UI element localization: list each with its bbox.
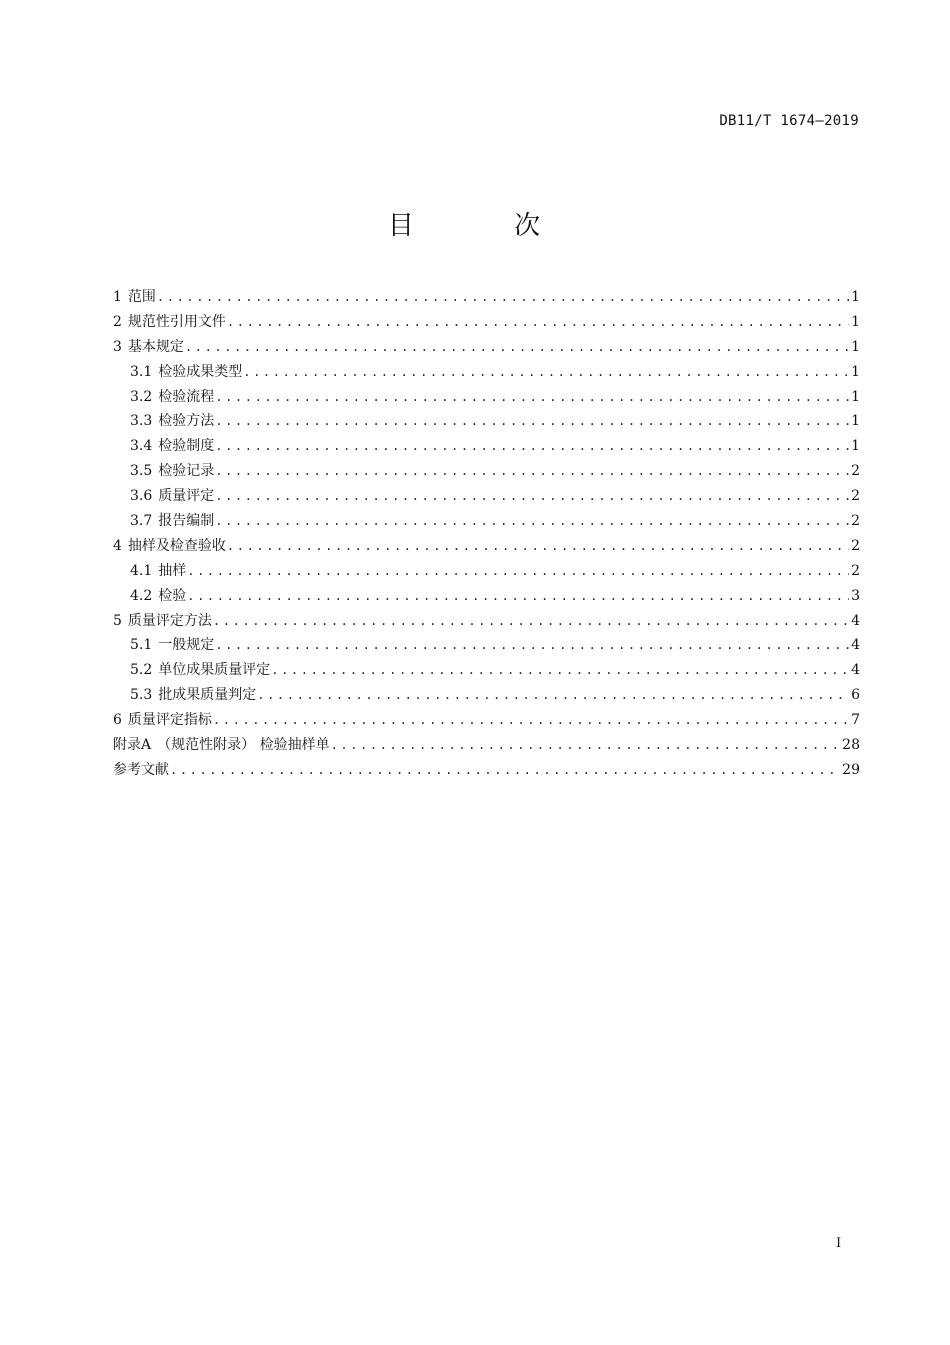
toc-entry-number: 3.3 — [130, 413, 153, 430]
toc-leader-dots — [243, 360, 849, 385]
toc-entry-title: 报告编制 — [158, 513, 215, 530]
toc-entry-page: 2 — [851, 488, 860, 505]
toc-entry-label — [113, 335, 184, 360]
toc-entry-label — [130, 409, 214, 434]
toc-entry-title: 检验方法 — [158, 413, 215, 430]
toc-entry-number: 1 — [113, 289, 122, 305]
toc-entry-label — [113, 758, 169, 783]
toc-entry-number: 4.1 — [130, 562, 153, 579]
toc-entry-label — [113, 310, 226, 335]
toc-entry[interactable] — [113, 609, 860, 634]
toc-entry-label — [130, 385, 214, 410]
toc-entry-number: 5 — [113, 612, 122, 629]
toc-leader-dots — [213, 708, 849, 733]
toc-entry-title: （规范性附录） 检验抽样单 — [157, 737, 330, 754]
toc-entry-title: 质量评定指标 — [127, 712, 212, 729]
toc-entry-number: 2 — [113, 313, 122, 330]
toc-entry-page: 1 — [851, 289, 860, 305]
toc-entry[interactable] — [113, 459, 860, 484]
toc-entry-page: 4 — [851, 662, 860, 679]
toc-leader-dots — [331, 733, 841, 758]
toc-entry-number: 3.4 — [130, 438, 153, 455]
toc-entry[interactable] — [113, 658, 860, 683]
toc-entry-page: 1 — [851, 413, 860, 430]
toc-entry-number: 3 — [113, 338, 122, 355]
toc-entry-page: 7 — [851, 712, 860, 729]
toc-entry-page: 2 — [851, 463, 860, 480]
toc-entry-number: 3.6 — [130, 488, 153, 505]
toc-leader-dots — [257, 683, 849, 708]
toc-entry-title: 参考文献 — [113, 761, 169, 778]
toc-title: 目 次 — [387, 211, 587, 241]
page-number: I — [836, 1236, 842, 1251]
toc-entry-number: 5.2 — [130, 662, 153, 679]
toc-leader-dots — [271, 658, 849, 683]
toc-entry-title: 范围 — [127, 289, 156, 305]
toc-entry-page: 3 — [851, 587, 860, 604]
toc-entry-page: 28 — [842, 737, 860, 754]
toc-entry-page: 2 — [851, 562, 860, 579]
toc-leader-dots — [185, 335, 849, 360]
toc-leader-dots — [215, 434, 849, 459]
toc-entry-page: 4 — [851, 612, 860, 629]
toc-leader-dots — [215, 484, 849, 509]
toc-entry-title: 单位成果质量评定 — [158, 662, 271, 679]
toc-entry-title: 规范性引用文件 — [127, 313, 226, 330]
toc-entry-page: 29 — [842, 761, 860, 778]
toc-entry[interactable] — [113, 285, 860, 310]
toc-entry-number: 4 — [113, 537, 122, 554]
toc-entry-page: 1 — [851, 363, 860, 380]
toc-leader-dots — [215, 459, 849, 484]
toc-entry-page: 6 — [851, 687, 860, 704]
toc-leader-dots — [187, 559, 849, 584]
toc-leader-dots — [215, 633, 849, 658]
toc-entry-number: 5.1 — [130, 637, 153, 654]
toc-entry-label — [130, 434, 214, 459]
toc-entry-label — [130, 683, 256, 708]
toc-entry-title: 检验成果类型 — [158, 363, 243, 380]
toc-entry-label — [113, 285, 156, 310]
toc-entry[interactable] — [113, 584, 860, 609]
toc-entry[interactable] — [113, 758, 860, 783]
toc-entry[interactable] — [113, 559, 860, 584]
toc-entry-number: 5.3 — [130, 687, 153, 704]
toc-entry-title: 抽样及检查验收 — [127, 537, 226, 554]
document-code: DB11/T 1674—2019 — [719, 113, 859, 129]
toc-entry-number: 附录A — [113, 737, 152, 754]
toc-entry-page: 1 — [851, 388, 860, 405]
toc-entry-page: 1 — [851, 338, 860, 355]
toc-entry-title: 批成果质量判定 — [158, 687, 257, 704]
toc-entry-label — [130, 484, 214, 509]
toc-entry-title: 质量评定 — [158, 488, 215, 505]
toc-entry-title: 检验制度 — [158, 438, 215, 455]
toc-entry-title: 抽样 — [158, 562, 187, 579]
toc-leader-dots — [187, 584, 849, 609]
toc-entry-number: 3.1 — [130, 363, 153, 380]
toc-entry[interactable] — [113, 534, 860, 559]
toc-entry-title: 检验 — [158, 587, 187, 604]
toc-entry-label — [113, 708, 212, 733]
toc-entry[interactable] — [113, 434, 860, 459]
toc-entry[interactable] — [113, 385, 860, 410]
toc-leader-dots — [215, 509, 849, 534]
toc-entry-title: 质量评定方法 — [127, 612, 212, 629]
toc-entry-label — [113, 534, 226, 559]
toc-entry[interactable] — [113, 733, 860, 758]
toc-entry-label — [130, 559, 186, 584]
toc-entry-title: 一般规定 — [158, 637, 215, 654]
toc-entry-page: 2 — [851, 513, 860, 530]
toc-entry-page: 1 — [851, 438, 860, 455]
toc-entry[interactable] — [113, 509, 860, 534]
toc-leader-dots — [213, 609, 849, 634]
toc-leader-dots — [227, 310, 849, 335]
toc-entry-label — [113, 733, 330, 758]
toc-entry[interactable] — [113, 633, 860, 658]
toc-entry[interactable] — [113, 409, 860, 434]
toc-entry-label — [130, 658, 270, 683]
toc-entry-label — [130, 584, 186, 609]
toc-entry-title: 检验流程 — [158, 388, 215, 405]
toc-entry-page: 2 — [851, 537, 860, 554]
toc-entry[interactable] — [113, 335, 860, 360]
toc-entry-title: 基本规定 — [127, 338, 184, 355]
toc-entry[interactable] — [113, 360, 860, 385]
toc-entry-label — [130, 509, 214, 534]
toc-entry-number: 6 — [113, 712, 122, 729]
toc-entry-label — [113, 609, 212, 634]
toc-entry[interactable] — [113, 484, 860, 509]
toc-entry[interactable] — [113, 683, 860, 708]
toc-entry-page: 1 — [851, 313, 860, 330]
toc-entry[interactable] — [113, 310, 860, 335]
toc-entry-label — [130, 633, 214, 658]
toc-entry-label — [130, 459, 214, 484]
toc-entry[interactable] — [113, 708, 860, 733]
toc-entry-title: 检验记录 — [158, 463, 215, 480]
table-of-contents — [113, 285, 860, 783]
toc-entry-page: 4 — [851, 637, 860, 654]
toc-entry-number: 4.2 — [130, 587, 153, 604]
toc-leader-dots — [170, 758, 840, 783]
toc-leader-dots — [157, 285, 849, 310]
toc-entry-number: 3.7 — [130, 513, 153, 530]
toc-entry-label — [130, 360, 242, 385]
toc-entry-number: 3.5 — [130, 463, 153, 480]
toc-leader-dots — [215, 409, 849, 434]
toc-leader-dots — [215, 385, 849, 410]
toc-leader-dots — [227, 534, 849, 559]
toc-entry-number: 3.2 — [130, 388, 153, 405]
